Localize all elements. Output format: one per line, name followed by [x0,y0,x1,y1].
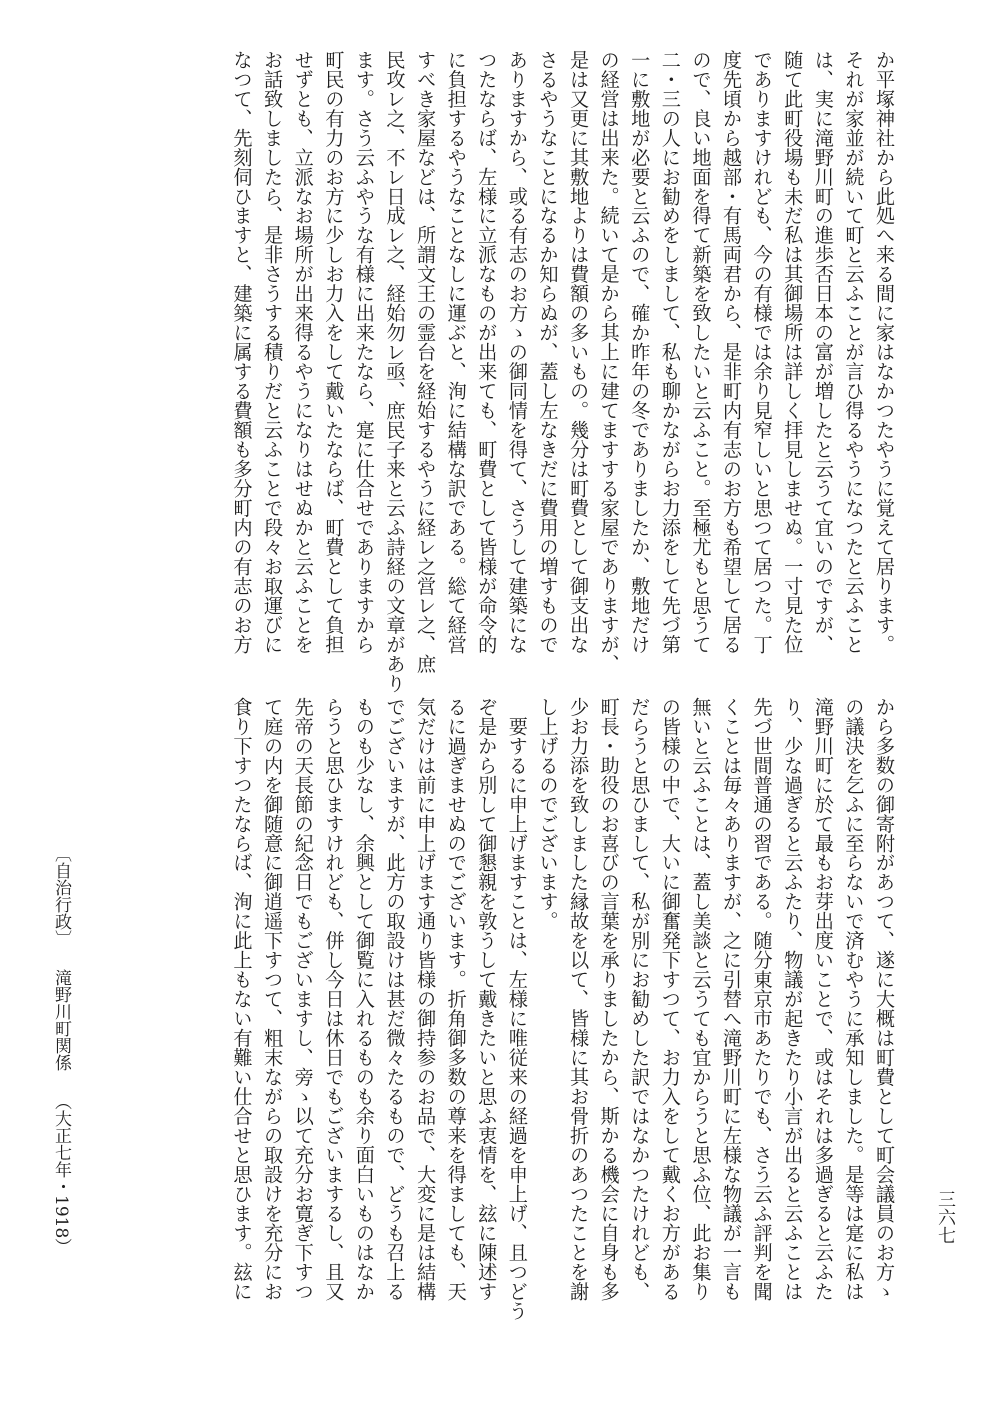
text-column: 度先頃から越部・有馬両君から、是非町内有志のお方も希望して居る [720,50,744,654]
text-column: り、少な過ぎると云ふたり、物議が起きたり小言が出ると云ふことは [781,697,805,1301]
header-series: 〔自治行政〕 [51,845,71,947]
text-column: の経営は出来た。続いて是から其上に建てますする家屋でありますが、 [597,50,621,674]
text-column: に負担するやうなことなしに運ぶと、洵に結構な訳である。総て経営 [444,50,468,654]
text-column: 先帝の天長節の紀念日でもございますし、旁ゝ以て充分お寛ぎ下すつ [291,697,315,1301]
text-column: 随て此町役場も未だ私は其御場所は詳しく拝見しませぬ。一寸見た位 [781,50,805,654]
text-column: だらうと思ひまして、私が別にお勧めした訳ではなかつたけれども、 [628,697,652,1301]
text-column: 滝野川町に於て最もお芽出度いことで、或はそれは多過ぎると云ふた [811,697,835,1301]
text-column: せずとも、立派なお場所が出来得るやうになりはせぬかと云ふことを [291,50,315,654]
text-column: か平塚神社から此処へ来る間に家はなかつたやうに覚えて居ります。 [873,50,896,654]
text-column: お話致しましたら、是非さうする積りだと云ふことで段々お取運びに [261,50,285,654]
text-column: は、実に滝野川町の進歩否日本の富が増したと云うて宜いのですが、 [811,50,835,654]
text-column: らうと思ひますけれども、併し今日は休日でもございまするし、且又 [322,697,346,1301]
text-column: なつて、先刻伺ひますと、建築に属する費額も多分町内の有志のお方 [230,50,254,654]
text-column: 町長・助役のお喜びの言葉を承りましたから、斯かる機会に自身も多 [597,697,621,1301]
text-column: て庭の内を御随意に御逍遥下すつて、粗末ながらの取設けを充分にお [261,697,285,1301]
text-column: の皆様の中で、大いに御奮発下すつて、お力入をして戴くお方がある [658,697,682,1301]
text-column: すべき家屋などは、所謂文王の霊台を経始するやうに経レ之営レ之、庶 [414,50,438,674]
running-header [50,845,72,1315]
text-column: でありますけれども、今の有様では余り見窄しいと思つて居つた。丁 [750,50,774,654]
text-column: ます。さう云ふやうな有様に出来たなら、寔に仕合せでありますから [352,50,376,654]
text-column: ありますから、或る有志のお方ゝの御同情を得て、さうして建築にな [505,50,529,654]
text-column: し上げるのでございます。 [536,697,560,931]
text-column: から多数の御寄附があつて、遂に大概は町費として町会議員のお方ゝ [873,697,896,1301]
text-column: ので、良い地面を得て新築を致したいと云ふこと。至極尤もと思うて [689,50,713,654]
text-column: 二・三の人にお勧めをしまして、私も聊かながらお力添をして先づ第 [658,50,682,654]
text-column: つたならば、左様に立派なものが出来ても、町費として皆様が命令的 [475,50,499,654]
text-column: ものも少なし、余興として御覧に入れるものも余り面白いものはなか [352,697,376,1301]
text-column: でございますが、此方の取設けは甚だ微々たるもので、どうも召上る [383,697,407,1301]
text-column: の議決を乞ふに至らないで済むやうに承知しました。是等は寔に私は [842,697,866,1301]
text-column: 要するに申上げますことは、左様に唯従来の経過を申上げ、且つどう [505,697,529,1321]
text-column: 無いと云ふことは、蓋し美談と云うても宜からうと思ふ位、此お集り [689,697,713,1301]
text-column: るに過ぎませぬのでございます。折角御多数の尊来を得ましても、天 [444,697,468,1301]
text-column: 気だけは前に申上げます通り皆様の御持参のお品で、大変に是は結構 [414,697,438,1301]
lower-text-block [226,697,899,1321]
header-era: （大正七年・1918） [51,1093,71,1256]
text-column: 少お力添を致しました縁故を以て、皆様に其お骨折のあつたことを謝 [567,697,591,1301]
text-column: ぞ是から別して御懇親を敦うして戴きたいと思ふ衷情を、玆に陳述す [475,697,499,1301]
text-column: それが家並が続いて町と云ふことが言ひ得るやうになつたと云ふこと [842,50,866,654]
text-column: 一に敷地が必要と云ふので、確か昨年の冬でありましたか、敷地だけ [628,50,652,654]
text-column: 民攻レ之、不レ日成レ之、経始勿レ亟、庶民子来と云ふ詩経の文章があり [383,50,407,693]
text-column: さるやうなことになるか知らぬが、蓋し左なきだに費用の増すもので [536,50,560,654]
page-number: 三六七 [935,1190,956,1244]
text-column: 是は又更に其敷地よりは費額の多いもの。幾分は町費として御支出な [567,50,591,654]
text-column: 町民の有力のお方に少しお力入をして戴いたならば、町費として負担 [322,50,346,654]
text-column: くことは毎々ありますが、之に引替へ滝野川町に左様な物議が一言も [720,697,744,1301]
upper-text-block [226,50,899,693]
header-section: 滝野川町関係 [51,969,71,1071]
text-column: 先づ世間普通の習である。随分東京市あたりでも、さう云ふ評判を聞 [750,697,774,1301]
text-column: 食り下すつたならば、洵に此上もない有難い仕合せと思ひます。玆に [230,697,254,1301]
